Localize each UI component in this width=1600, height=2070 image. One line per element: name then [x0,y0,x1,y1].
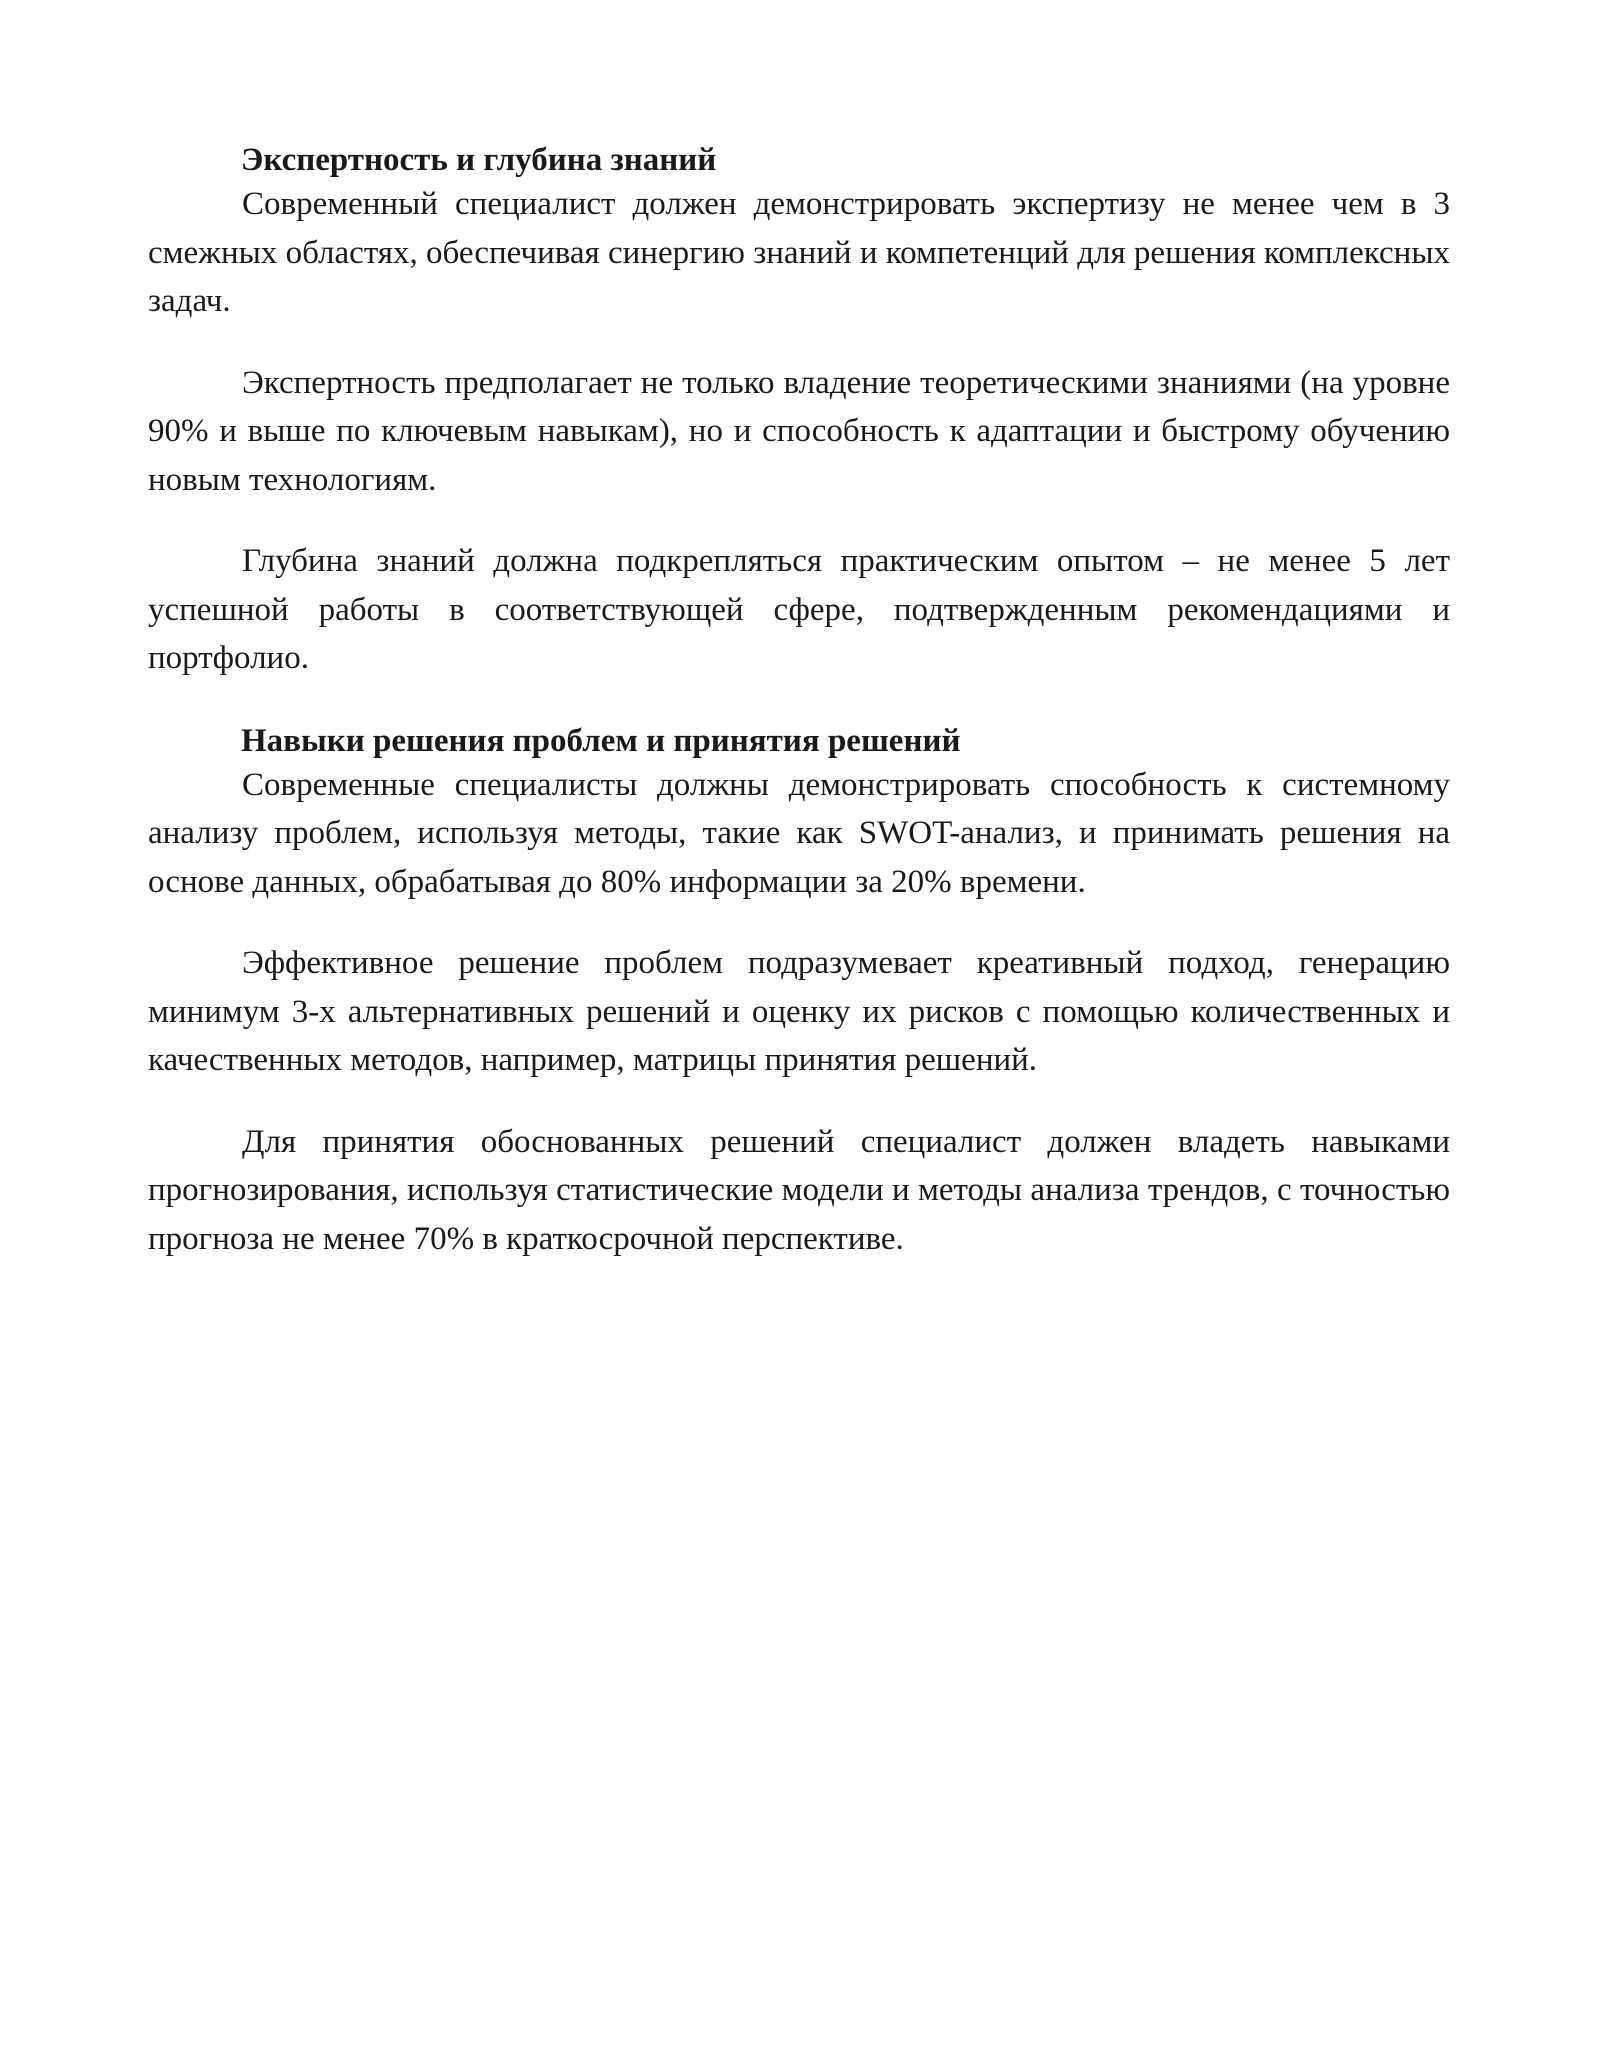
paragraph: Современный специалист должен демонстрировать экспертизу не менее чем в 3 смежных областях, обеспечивая синергию знаний и компетенций для решения комплексных задач. [148,186,1450,319]
document-page [148,138,1450,1263]
paragraph: Для принятия обоснованных решений специалист должен владеть навыками прогнозирования, используя статистические модели и методы анализа трендов, с точностью прогноза не менее 70% в краткосрочной перспективе. [148,1123,1450,1257]
paragraph: Глубина знаний должна подкрепляться практическим опытом – не менее 5 лет успешной работы в соответствующей сфере, подтвержденным рекомендациями и портфолио. [148,543,1450,676]
section-problem-solving [148,719,1450,1264]
section-heading: Навыки решения проблем и принятия решений [241,722,961,759]
section-expertise [148,138,1450,683]
paragraph: Эффективное решение проблем подразумевает креативный подход, генерацию минимум 3-х альтернативных решений и оценку их рисков с помощью количественных и качественных методов, например, матрицы принятия решений. [148,945,1450,1078]
paragraph: Экспертность предполагает не только владение теоретическими знаниями (на уровне 90% и выше по ключевым навыкам), но и способность к адаптации и быстрому обучению новым технологиям. [148,364,1450,498]
section-heading: Экспертность и глубина знаний [241,142,717,178]
paragraph: Современные специалисты должны демонстрировать способность к системному анализу проблем, используя методы, такие как SWOT-анализ, и принимать решения на основе данных, обрабатывая до 80% информации за 20% времени. [148,766,1450,900]
